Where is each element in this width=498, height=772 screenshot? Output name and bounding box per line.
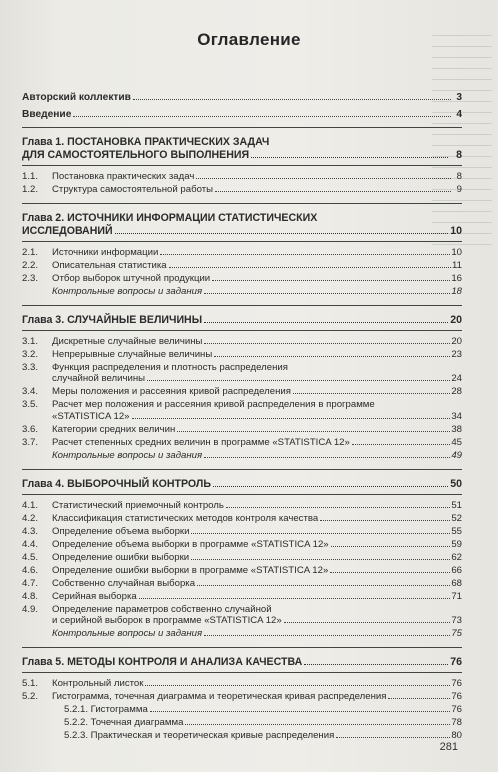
toc-entry[interactable] bbox=[22, 171, 462, 182]
toc-entry[interactable] bbox=[22, 349, 462, 360]
toc-entry-title: Определение объема выборки в программе «STATISTICA 12» bbox=[52, 538, 329, 550]
dot-leader bbox=[214, 356, 450, 357]
toc-entry-text bbox=[52, 591, 462, 602]
toc-entry-number: 3.5. bbox=[22, 399, 39, 411]
toc-entry-page: 73 bbox=[451, 615, 462, 627]
chapter-title: ИССЛЕДОВАНИЙ bbox=[22, 224, 113, 237]
toc-entry-text bbox=[52, 336, 462, 347]
toc-entry-title: Меры положения и рассеяния кривой распределения bbox=[52, 386, 291, 398]
dot-leader bbox=[204, 293, 450, 294]
section-rule bbox=[22, 127, 462, 128]
toc-entry[interactable] bbox=[22, 704, 462, 715]
toc-entry-title: Классификация статистических методов контроля качества bbox=[52, 512, 319, 524]
section-rule bbox=[22, 241, 462, 242]
toc-entry-number: 4.5. bbox=[22, 551, 39, 563]
chapter-title: ДЛЯ САМОСТОЯТЕЛЬНОГО ВЫПОЛНЕНИЯ bbox=[22, 148, 250, 161]
toc-entry[interactable] bbox=[22, 604, 462, 627]
section-rule bbox=[22, 305, 462, 306]
toc-entry-title: Введение bbox=[22, 109, 72, 121]
dot-leader bbox=[115, 233, 448, 234]
dot-leader bbox=[150, 711, 451, 712]
toc-entry-title-line2 bbox=[52, 411, 462, 422]
dot-leader bbox=[330, 572, 450, 573]
toc-entry[interactable] bbox=[22, 539, 462, 550]
toc-entry-number: 1.1. bbox=[22, 170, 39, 182]
dot-leader bbox=[293, 393, 450, 394]
chapter-page: 20 bbox=[450, 313, 462, 326]
section-rule bbox=[22, 330, 462, 331]
toc-entry-title: Категории средних величин bbox=[52, 423, 176, 435]
dot-leader bbox=[212, 280, 450, 281]
toc-entry[interactable] bbox=[22, 565, 462, 576]
toc-entry[interactable] bbox=[22, 362, 462, 385]
dot-leader bbox=[177, 431, 450, 432]
toc-entry-page: 71 bbox=[451, 590, 462, 602]
toc-entry-page: 75 bbox=[451, 628, 462, 640]
chapter-page: 10 bbox=[450, 224, 462, 237]
toc-entry[interactable] bbox=[22, 247, 462, 258]
toc-entry-number: 3.3. bbox=[22, 361, 39, 373]
toc-entry-page: 55 bbox=[451, 525, 462, 537]
toc-entry-text bbox=[52, 247, 462, 258]
toc-entry-page: 28 bbox=[451, 386, 462, 398]
chapter-heading[interactable] bbox=[22, 656, 462, 669]
toc-entry-page: 76 bbox=[451, 704, 462, 716]
dot-leader bbox=[147, 380, 450, 381]
toc-entry-title: Контрольные вопросы и задания bbox=[52, 628, 203, 640]
toc-entry-page: 11 bbox=[452, 259, 462, 271]
chapter-title: Глава 2. ИСТОЧНИКИ ИНФОРМАЦИИ СТАТИСТИЧЕСКИХ bbox=[22, 211, 318, 224]
toc-entry-title: Серийная выборка bbox=[52, 590, 137, 602]
dot-leader bbox=[204, 635, 450, 636]
page-title: Оглавление bbox=[197, 30, 301, 49]
toc-entry-number: 3.6. bbox=[22, 423, 39, 435]
toc-entry-text bbox=[52, 450, 462, 461]
toc-entry[interactable] bbox=[22, 628, 462, 639]
toc-entry-title: «STATISTICA 12» bbox=[52, 410, 130, 422]
toc-entry-number: 2.1. bbox=[22, 246, 39, 258]
toc-entry-title: Расчет степенных средних величин в программе «STATISTICA 12» bbox=[52, 436, 350, 448]
chapter-page: 8 bbox=[456, 148, 462, 161]
toc-entry[interactable] bbox=[22, 273, 462, 284]
chapter-title: Глава 4. ВЫБОРОЧНЫЙ КОНТРОЛЬ bbox=[22, 477, 211, 490]
toc-entry-number: 5.1. bbox=[22, 678, 39, 690]
toc-entry-number: 4.8. bbox=[22, 590, 39, 602]
toc-entry-number: 4.3. bbox=[22, 525, 39, 537]
toc-entry-text bbox=[52, 539, 462, 550]
toc-entry-page: 76 bbox=[451, 691, 462, 703]
toc-entry-text bbox=[52, 578, 462, 589]
toc-entry-text bbox=[52, 171, 462, 182]
toc-entry[interactable] bbox=[22, 717, 462, 728]
toc-entry[interactable] bbox=[22, 386, 462, 397]
toc-entry-text bbox=[64, 717, 462, 728]
toc-entry[interactable] bbox=[22, 336, 462, 347]
toc-entry-number: 3.4. bbox=[22, 386, 39, 398]
toc-entry-title: Авторский коллектив bbox=[22, 92, 131, 103]
toc-entry-page: 23 bbox=[451, 348, 462, 360]
toc-entry-number: 2.3. bbox=[22, 272, 39, 284]
dot-leader bbox=[191, 533, 450, 534]
toc-entry-page: 66 bbox=[451, 564, 462, 576]
dot-leader bbox=[204, 343, 450, 344]
toc-entry-text bbox=[64, 704, 462, 715]
toc-entry-page: 16 bbox=[451, 272, 462, 284]
toc-entry-page: 76 bbox=[451, 678, 462, 690]
toc-entry-number: 3.2. bbox=[22, 348, 39, 360]
toc-entry[interactable] bbox=[22, 424, 462, 435]
dot-leader bbox=[215, 191, 451, 192]
toc-entry-page: 9 bbox=[456, 183, 462, 195]
chapter-heading[interactable] bbox=[22, 212, 462, 238]
dot-leader bbox=[331, 546, 451, 547]
toc-entry-text bbox=[64, 730, 462, 741]
toc-entry-front[interactable] bbox=[22, 92, 462, 103]
toc-entry-title: Статистический приемочный контроль bbox=[52, 499, 224, 511]
toc-entry-page: 78 bbox=[451, 717, 462, 729]
toc-entry-number: 3.7. bbox=[22, 436, 39, 448]
toc-entry-number: 4.9. bbox=[22, 603, 39, 615]
toc-entry-title: Гистограмма, точечная диаграмма и теоретическая кривая распределения bbox=[52, 691, 387, 703]
toc-entry-page: 49 bbox=[451, 449, 462, 461]
toc-entry-number: 4.4. bbox=[22, 538, 39, 550]
toc-entry-text bbox=[52, 678, 462, 689]
dot-leader bbox=[304, 664, 448, 665]
toc-entry-title: и серийной выборок в программе «STATISTICA 12» bbox=[52, 615, 282, 627]
toc-entry-title-line2 bbox=[52, 615, 462, 626]
chapter-title: Глава 3. СЛУЧАЙНЫЕ ВЕЛИЧИНЫ bbox=[22, 313, 203, 326]
toc-entry[interactable] bbox=[22, 399, 462, 422]
toc-entry-title: случайной величины bbox=[52, 373, 146, 385]
toc-entry-text bbox=[52, 386, 462, 397]
toc-entry-title: Источники информации bbox=[52, 246, 159, 258]
chapter-title-line2 bbox=[22, 149, 462, 162]
section-rule bbox=[22, 203, 462, 204]
toc-entry-title: 5.2.1. Гистограмма bbox=[64, 704, 148, 716]
dot-leader bbox=[73, 116, 451, 117]
toc-entry-title: Постановка практических задач bbox=[52, 170, 195, 182]
dot-leader bbox=[169, 267, 451, 268]
toc-entry[interactable] bbox=[22, 500, 462, 511]
toc-entry-text bbox=[52, 362, 462, 385]
toc-entry-title: Функция распределения и плотность распределения bbox=[52, 361, 288, 373]
toc-entry-page: 10 bbox=[451, 246, 462, 258]
toc-entry-page: 52 bbox=[451, 512, 462, 524]
section-rule bbox=[22, 469, 462, 470]
chapter-heading[interactable] bbox=[22, 136, 462, 162]
toc-entry-page: 62 bbox=[451, 551, 462, 563]
toc-entry-front[interactable] bbox=[22, 109, 462, 120]
toc-entry-text bbox=[52, 691, 462, 702]
toc-entry-page: 24 bbox=[451, 373, 462, 385]
toc-entry-number: 2.2. bbox=[22, 259, 39, 271]
toc-entry-text bbox=[52, 604, 462, 627]
dot-leader bbox=[197, 585, 450, 586]
toc-entry-text bbox=[52, 552, 462, 563]
toc-entry-title: Определение ошибки выборки bbox=[52, 551, 190, 563]
chapter-title: Глава 1. ПОСТАНОВКА ПРАКТИЧЕСКИХ ЗАДАЧ bbox=[22, 135, 270, 148]
toc-entry-page: 4 bbox=[456, 109, 462, 121]
toc-entry-text bbox=[52, 184, 462, 195]
dot-leader bbox=[204, 457, 450, 458]
toc-entry-title: Контрольные вопросы и задания bbox=[52, 285, 203, 297]
toc-entry[interactable] bbox=[22, 552, 462, 563]
toc-entry-number: 4.2. bbox=[22, 512, 39, 524]
section-rule bbox=[22, 494, 462, 495]
chapter-heading[interactable] bbox=[22, 314, 462, 327]
toc-entry-page: 45 bbox=[451, 436, 462, 448]
toc-entry-text bbox=[52, 565, 462, 576]
toc-entry-number: 1.2. bbox=[22, 183, 39, 195]
chapter-page: 50 bbox=[450, 477, 462, 490]
toc-entry-title: Описательная статистика bbox=[52, 259, 167, 271]
dot-leader bbox=[226, 507, 450, 508]
toc-entry-page: 80 bbox=[451, 730, 462, 742]
toc-entry-title: Определение параметров собственно случайной bbox=[52, 603, 272, 615]
toc-entry-text bbox=[52, 437, 462, 448]
toc-entry-title: Определение ошибки выборки в программе «STATISTICA 12» bbox=[52, 564, 329, 576]
toc-entry-text bbox=[52, 273, 462, 284]
section-rule bbox=[22, 165, 462, 166]
dot-leader bbox=[320, 520, 450, 521]
dot-leader bbox=[185, 724, 450, 725]
toc-entry-text bbox=[52, 286, 462, 297]
chapter-page: 76 bbox=[450, 656, 462, 669]
toc-entry-text bbox=[52, 526, 462, 537]
toc-entry-page: 51 bbox=[451, 499, 462, 511]
toc-entry-title: Структура самостоятельной работы bbox=[52, 183, 213, 195]
toc-entry[interactable] bbox=[22, 691, 462, 702]
toc-entry-title: 5.2.3. Практическая и теоретическая кривые распределения bbox=[64, 730, 335, 742]
dot-leader bbox=[196, 178, 451, 179]
toc-entry[interactable] bbox=[22, 591, 462, 602]
dot-leader bbox=[388, 698, 450, 699]
toc-entry[interactable] bbox=[22, 513, 462, 524]
toc-entry-title-line2 bbox=[52, 373, 462, 384]
chapter-title: Глава 5. МЕТОДЫ КОНТРОЛЯ И АНАЛИЗА КАЧЕСТВА bbox=[22, 656, 303, 669]
page-number: 281 bbox=[439, 741, 458, 753]
toc-entry[interactable] bbox=[22, 450, 462, 461]
toc-entry-title: Непрерывные случайные величины bbox=[52, 348, 213, 360]
toc-entry[interactable] bbox=[22, 526, 462, 537]
toc-entry-text bbox=[52, 349, 462, 360]
toc-entry-title: Контрольный листок bbox=[52, 678, 144, 690]
dot-leader bbox=[284, 622, 451, 623]
chapter-heading[interactable] bbox=[22, 478, 462, 491]
dot-leader bbox=[132, 418, 451, 419]
toc-entry[interactable] bbox=[22, 184, 462, 195]
dot-leader bbox=[213, 486, 448, 487]
toc-entry-number: 5.2. bbox=[22, 691, 39, 703]
toc-entry-text bbox=[52, 260, 462, 271]
chapter-title-line2 bbox=[22, 225, 462, 238]
toc-entry-title: Контрольные вопросы и задания bbox=[52, 449, 203, 461]
toc-entry[interactable] bbox=[22, 286, 462, 297]
toc-entry-page: 34 bbox=[451, 410, 462, 422]
toc-entry[interactable] bbox=[22, 437, 462, 448]
toc-entry-title: 5.2.2. Точечная диаграмма bbox=[64, 717, 184, 729]
toc-entry-title: Отбор выборок штучной продукции bbox=[52, 272, 211, 284]
toc-entry-text bbox=[22, 109, 452, 120]
toc-entry-page: 20 bbox=[451, 335, 462, 347]
dot-leader bbox=[145, 685, 450, 686]
dot-leader bbox=[139, 598, 451, 599]
toc-entry[interactable] bbox=[22, 730, 462, 741]
dot-leader bbox=[204, 322, 448, 323]
toc-entry[interactable] bbox=[22, 578, 462, 589]
toc-entry-text bbox=[52, 399, 462, 422]
toc-entry-text bbox=[52, 628, 462, 639]
toc-entry-page: 18 bbox=[451, 285, 462, 297]
dot-leader bbox=[251, 157, 448, 158]
toc-entry-page: 59 bbox=[451, 538, 462, 550]
toc-entry-page: 38 bbox=[451, 423, 462, 435]
dot-leader bbox=[191, 559, 450, 560]
toc-entry[interactable] bbox=[22, 678, 462, 689]
toc-entry-title: Дискретные случайные величины bbox=[52, 335, 203, 347]
toc-entry-page: 68 bbox=[451, 577, 462, 589]
toc-entry-number: 4.6. bbox=[22, 564, 39, 576]
toc-entry-text bbox=[52, 424, 462, 435]
toc-entry-number: 3.1. bbox=[22, 335, 39, 347]
dot-leader bbox=[352, 444, 451, 445]
toc-entry-text bbox=[22, 92, 452, 103]
toc-entry-title: Собственно случайная выборка bbox=[52, 577, 196, 589]
toc-entry-text bbox=[52, 513, 462, 524]
dot-leader bbox=[160, 254, 450, 255]
dot-leader bbox=[133, 99, 451, 100]
table-of-contents bbox=[22, 92, 462, 745]
toc-entry-title: Определение объема выборки bbox=[52, 525, 190, 537]
dot-leader bbox=[336, 737, 450, 738]
toc-entry-page: 3 bbox=[456, 92, 462, 103]
toc-entry-number: 4.7. bbox=[22, 577, 39, 589]
toc-entry-text bbox=[52, 500, 462, 511]
toc-entry[interactable] bbox=[22, 260, 462, 271]
toc-entry-title: Расчет мер положения и рассеяния кривой распределения в программе bbox=[52, 399, 375, 411]
section-rule bbox=[22, 647, 462, 648]
section-rule bbox=[22, 672, 462, 673]
toc-entry-page: 8 bbox=[456, 170, 462, 182]
toc-entry-number: 4.1. bbox=[22, 499, 39, 511]
